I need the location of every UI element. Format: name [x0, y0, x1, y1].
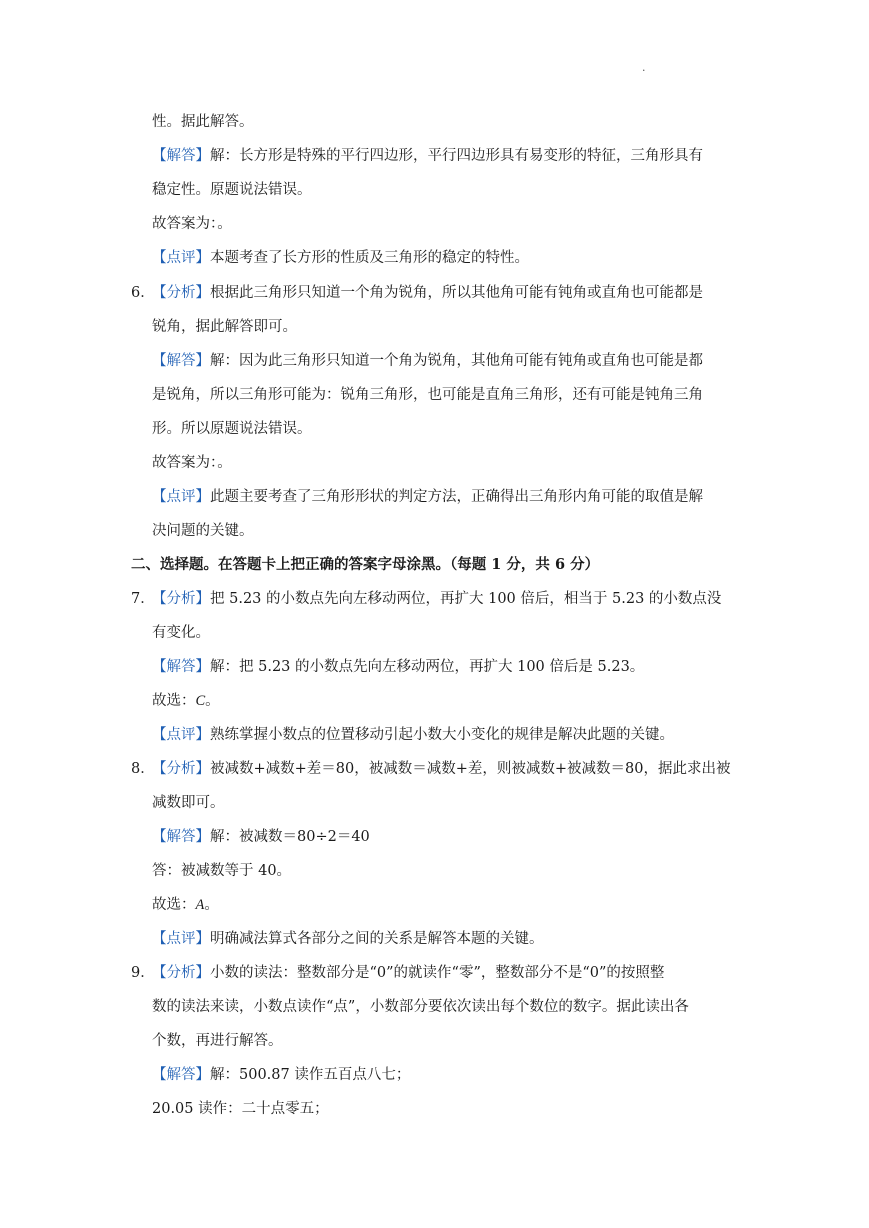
comment-tag: 【点评】 — [152, 489, 210, 505]
q6-analysis-line-1 — [152, 283, 703, 303]
q6-final: 故答案为：。 — [152, 455, 232, 471]
q8-answer-text: 解：被减数＝80÷2＝40 — [210, 829, 370, 845]
q6-answer-line-1 — [152, 351, 703, 371]
q9-number: 9． — [131, 965, 155, 981]
q8-choice — [152, 895, 219, 915]
choice-suffix: 。 — [205, 693, 220, 709]
answer-tag: 【解答】 — [152, 829, 210, 845]
q6-answer-line-3: 形。所以原题说法错误。 — [152, 421, 312, 437]
q9-analysis-line-2: 数的读法来读，小数点读作“点”，小数部分要依次读出每个数位的数字。据此读出各 — [152, 999, 689, 1015]
q6-answer-text: 解：因为此三角形只知道一个角为锐角，其他角可能有钝角或直角也可能是都 — [210, 353, 703, 369]
q8-number: 8． — [131, 761, 155, 777]
q8-analysis-line-2: 减数即可。 — [152, 795, 225, 811]
q7-number: 7． — [131, 591, 155, 607]
q9-analysis-text: 小数的读法：整数部分是“0”的就读作“零”，整数部分不是“0”的按照整 — [210, 965, 665, 981]
answer-tag: 【解答】 — [152, 148, 210, 164]
q5-answer-line-2: 稳定性。原题说法错误。 — [152, 182, 312, 198]
q6-comment-line-2: 决问题的关键。 — [152, 523, 254, 539]
q6-analysis-line-2: 锐角，据此解答即可。 — [152, 319, 297, 335]
comment-tag: 【点评】 — [152, 931, 210, 947]
q7-comment — [152, 725, 674, 745]
q7-choice — [152, 691, 220, 711]
section-heading: 二、选择题。在答题卡上把正确的答案字母涂黑。（每题 1 分，共 6 分） — [131, 556, 600, 573]
answer-tag: 【解答】 — [152, 1067, 210, 1083]
q5-comment-text: 本题考查了长方形的性质及三角形的稳定的特性。 — [210, 250, 529, 266]
q5-final: 故答案为：。 — [152, 216, 232, 232]
q8-analysis-text: 被减数+减数+差＝80，被减数＝减数+差，则被减数+被减数＝80，据此求出被 — [210, 761, 731, 777]
q5-answer-text: 解：长方形是特殊的平行四边形，平行四边形具有易变形的特征，三角形具有 — [210, 148, 703, 164]
q7-comment-text: 熟练掌握小数点的位置移动引起小数大小变化的规律是解决此题的关键。 — [210, 727, 674, 743]
analysis-tag: 【分析】 — [152, 965, 210, 981]
q7-analysis-line-2: 有变化。 — [152, 625, 210, 641]
choice-letter: A — [195, 897, 205, 913]
analysis-tag: 【分析】 — [152, 761, 210, 777]
analysis-tag: 【分析】 — [152, 285, 210, 301]
q9-analysis-line-3: 个数，再进行解答。 — [152, 1033, 283, 1049]
q6-comment-text: 此题主要考查了三角形形状的判定方法，正确得出三角形内角可能的取值是解 — [210, 489, 703, 505]
q8-answer-line-2: 答：被减数等于 40。 — [152, 863, 292, 879]
q7-analysis-line-1 — [152, 589, 721, 609]
choice-prefix: 故选： — [152, 693, 196, 709]
q8-answer — [152, 827, 370, 847]
q6-comment-line-1 — [152, 487, 703, 507]
q8-analysis-line-1 — [152, 759, 731, 779]
comment-tag: 【点评】 — [152, 250, 210, 266]
q5-comment — [152, 248, 529, 268]
choice-suffix: 。 — [204, 897, 219, 913]
answer-tag: 【解答】 — [152, 353, 210, 369]
q9-analysis-line-1 — [152, 963, 664, 983]
q6-analysis-text: 根据此三角形只知道一个角为锐角，所以其他角可能有钝角或直角也可能都是 — [210, 285, 703, 301]
q5-analysis-continued: 性。据此解答。 — [152, 114, 254, 130]
answer-tag: 【解答】 — [152, 659, 210, 675]
q5-answer-line-1 — [152, 146, 703, 166]
choice-prefix: 故选： — [152, 897, 196, 913]
q8-comment-text: 明确减法算式各部分之间的关系是解答本题的关键。 — [210, 931, 544, 947]
q9-answer — [152, 1065, 410, 1085]
q7-analysis-text: 把 5.23 的小数点先向左移动两位，再扩大 100 倍后，相当于 5.23 的小数点没 — [210, 591, 722, 607]
q6-number: 6． — [131, 285, 155, 301]
q7-answer-text: 解：把 5.23 的小数点先向左移动两位，再扩大 100 倍后是 5.23。 — [210, 659, 645, 675]
analysis-tag: 【分析】 — [152, 591, 210, 607]
q8-comment — [152, 929, 544, 949]
comment-tag: 【点评】 — [152, 727, 210, 743]
header-mark: · — [642, 64, 646, 77]
q9-answer-text: 解：500.87 读作五百点八七； — [210, 1067, 411, 1083]
q6-answer-line-2: 是锐角，所以三角形可能为：锐角三角形，也可能是直角三角形，还有可能是钝角三角 — [152, 387, 703, 403]
q9-answer-line-2: 20.05 读作：二十点零五； — [152, 1101, 329, 1117]
choice-letter: C — [195, 693, 206, 709]
q7-answer — [152, 657, 644, 677]
